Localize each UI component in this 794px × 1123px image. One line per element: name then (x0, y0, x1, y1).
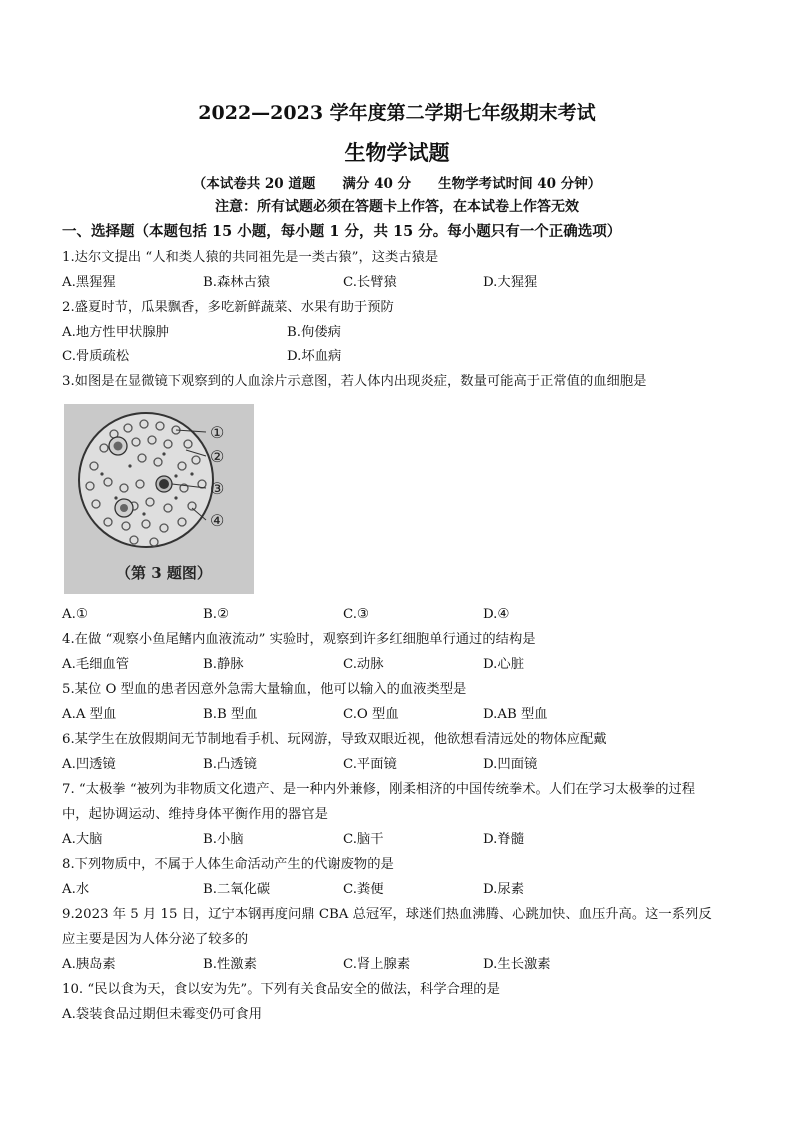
question-9-stem-line1: 9.2023 年 5 月 15 日，辽宁本钢再度问鼎 CBA 总冠军，球迷们热血沸腾、心跳加快、血压升高。这一系列反 (62, 907, 712, 922)
q6-option-b: B.凸透镜 (203, 757, 257, 772)
label-2: ② (210, 447, 225, 466)
q5-option-d: D.AB 型血 (483, 707, 548, 722)
question-9-stem-line2: 应主要是因为人体分泌了较多的 (62, 932, 249, 947)
q1-option-b: B.森林古猿 (203, 275, 271, 290)
q6-option-d: D.凹面镜 (483, 757, 538, 772)
q9-option-d: D.生长激素 (483, 957, 551, 972)
exam-info: （本试卷共 20 道题 满分 40 分 生物学考试时间 40 分钟） (192, 176, 602, 192)
q3-option-d: D.④ (483, 607, 510, 622)
question-2-stem: 2.盛夏时节，瓜果飘香，多吃新鲜蔬菜、水果有助于预防 (62, 300, 394, 315)
section-heading: 一、选择题（本题包括 15 小题，每小题 1 分，共 15 分。每小题只有一个正确选项） (62, 223, 622, 240)
q4-option-d: D.心脏 (483, 657, 525, 672)
q4-option-a: A.毛细血管 (62, 657, 130, 672)
q7-option-c: C.脑干 (343, 832, 384, 847)
question-10-stem: 10. “民以食为天，食以安为先”。下列有关食品安全的做法，科学合理的是 (62, 982, 500, 997)
smear-circle (79, 413, 213, 547)
question-7-stem-line2: 中，起协调运动、维持身体平衡作用的器官是 (62, 807, 328, 822)
question-3-stem: 3.如图是在显微镜下观察到的人血涂片示意图，若人体内出现炎症，数量可能高于正常值的血细胞是 (62, 374, 647, 389)
q5-option-c: C.O 型血 (343, 707, 399, 722)
q6-option-c: C.平面镜 (343, 757, 397, 772)
question-6-stem: 6.某学生在放假期间无节制地看手机、玩网游，导致双眼近视，他欲想看清远处的物体应配戴 (62, 732, 607, 747)
q3-option-c: C.③ (343, 607, 369, 622)
q3-option-b: B.② (203, 607, 229, 622)
exam-subtitle: 生物学试题 (344, 140, 450, 165)
question-1-stem: 1.达尔文提出 “人和类人猿的共同祖先是一类古猿”，这类古猿是 (62, 250, 439, 265)
label-4: ④ (210, 511, 225, 530)
label-1: ① (210, 423, 225, 442)
question-7-stem-line1: 7. “太极拳 “被列为非物质文化遗产、是一种内外兼修，刚柔相济的中国传统拳术。人们在学习太极拳的过程 (62, 782, 696, 797)
q2-option-a: A.地方性甲状腺肿 (62, 325, 169, 340)
q2-option-d: D.坏血病 (287, 349, 342, 364)
q5-option-b: B.B 型血 (203, 707, 258, 722)
q8-option-b: B.二氧化碳 (203, 882, 271, 897)
q3-option-a: A.① (62, 607, 88, 622)
exam-title: 2022—2023 学年度第二学期七年级期末考试 (198, 102, 596, 124)
question-8-stem: 8.下列物质中，不属于人体生命活动产生的代谢废物的是 (62, 857, 394, 872)
figure-caption: （第 3 题图） (116, 564, 212, 582)
label-3: ③ (210, 479, 225, 498)
q7-option-a: A.大脑 (62, 832, 103, 847)
exam-notice: 注意：所有试题必须在答题卡上作答，在本试卷上作答无效 (215, 199, 579, 215)
q7-option-d: D.脊髓 (483, 832, 525, 847)
q8-option-d: D.尿素 (483, 882, 525, 897)
q9-option-c: C.肾上腺素 (343, 957, 411, 972)
q1-option-a: A.黑猩猩 (62, 275, 116, 290)
blood-smear-figure (64, 404, 254, 594)
q4-option-b: B.静脉 (203, 657, 244, 672)
q7-option-b: B.小脑 (203, 832, 244, 847)
q2-option-c: C.骨质疏松 (62, 349, 130, 364)
question-5-stem: 5.某位 O 型血的患者因意外急需大量输血，他可以输入的血液类型是 (62, 682, 467, 697)
q9-option-a: A.胰岛素 (62, 957, 116, 972)
q1-option-c: C.长臂猿 (343, 275, 397, 290)
q9-option-b: B.性激素 (203, 957, 257, 972)
q10-option-a: A.袋装食品过期但未霉变仍可食用 (62, 1007, 262, 1022)
q6-option-a: A.凹透镜 (62, 757, 116, 772)
question-4-stem: 4.在做 “观察小鱼尾鳍内血液流动” 实验时，观察到许多红细胞单行通过的结构是 (62, 632, 536, 647)
q8-option-c: C.粪便 (343, 882, 384, 897)
q4-option-c: C.动脉 (343, 657, 384, 672)
q8-option-a: A.水 (62, 882, 90, 897)
q1-option-d: D.大猩猩 (483, 275, 538, 290)
q5-option-a: A.A 型血 (62, 707, 117, 722)
q2-option-b: B.佝偻病 (287, 325, 341, 340)
